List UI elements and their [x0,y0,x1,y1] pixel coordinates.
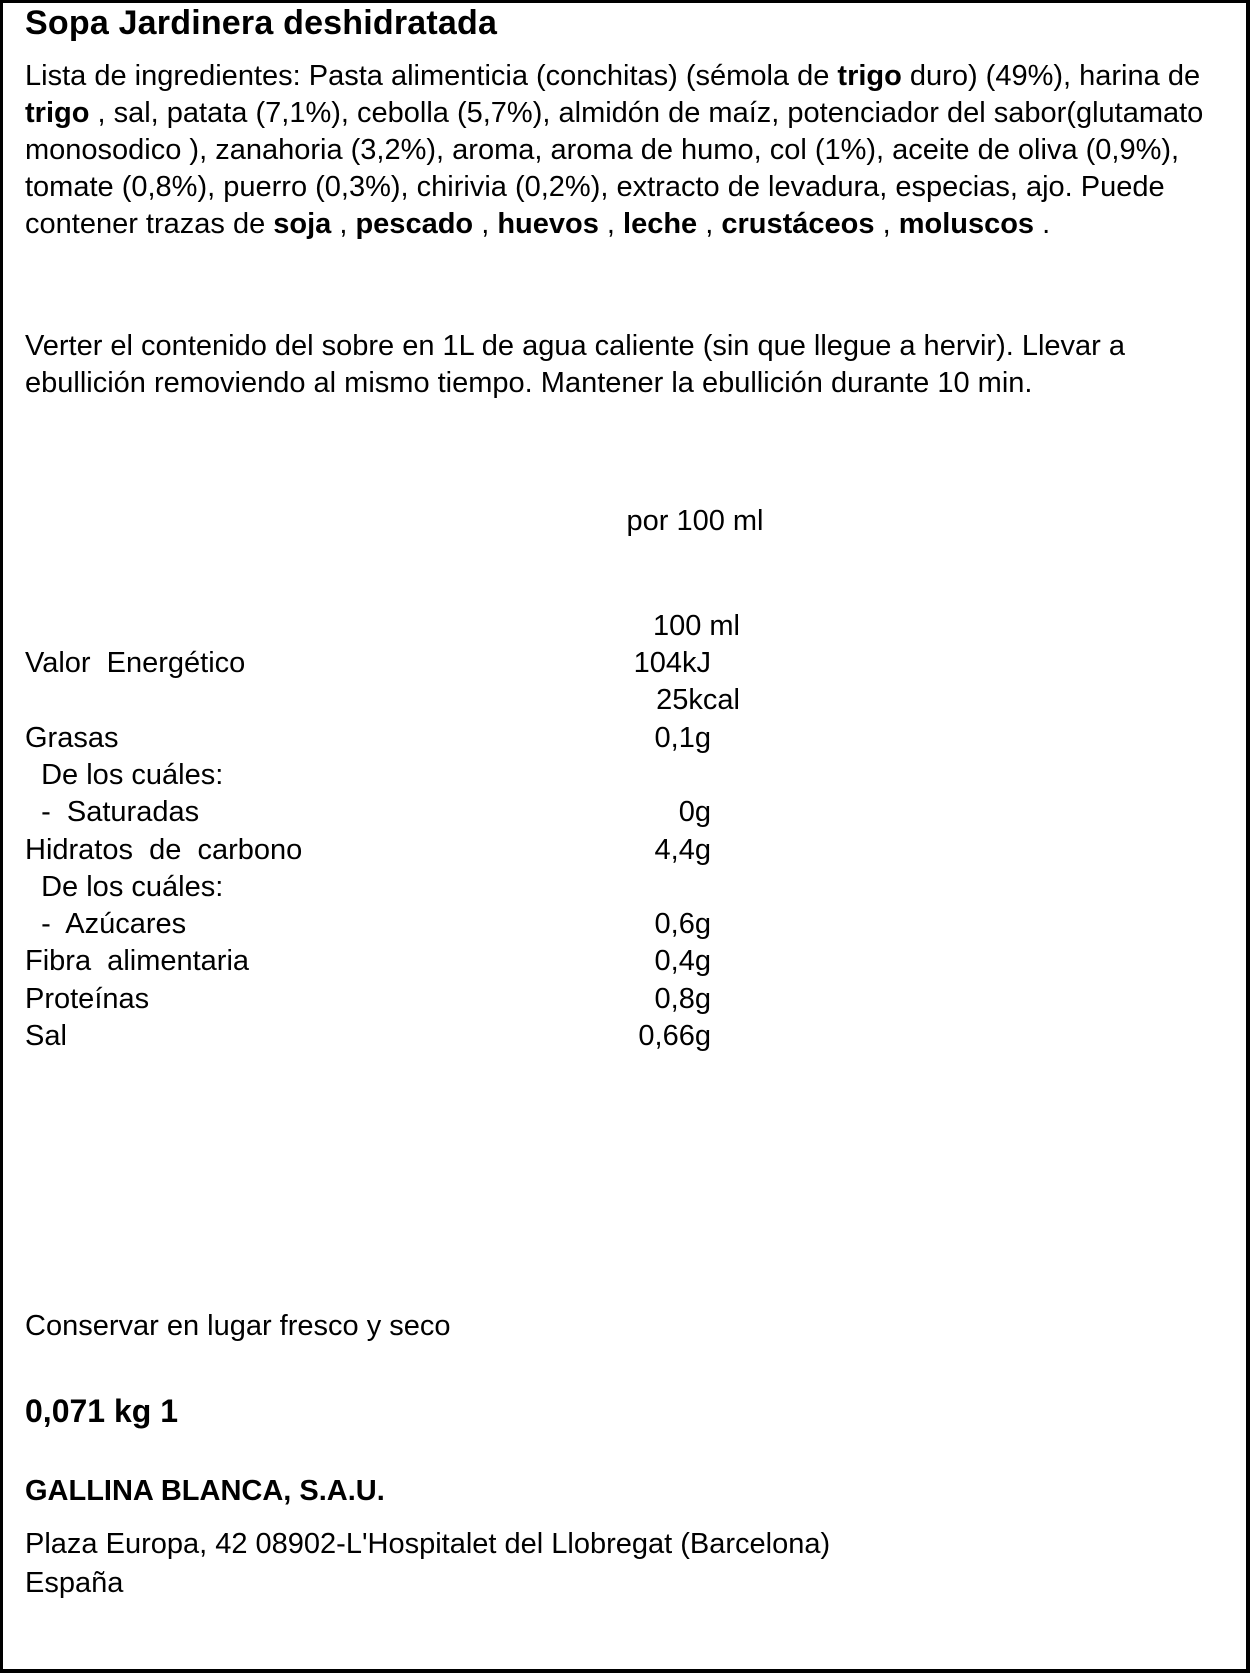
nutrition-row-label: Proteínas [25,982,150,1015]
nutrition-header: por 100 ml [626,505,764,537]
allergen-highlight: moluscos [898,208,1035,240]
allergen-highlight: trigo [25,97,90,129]
ingredients-segment: Pasta alimenticia (conchitas) (sémola de [300,60,838,92]
nutrition-row-label: Sal [25,1020,67,1052]
allergen-highlight: crustáceos [721,208,875,240]
product-title: Sopa Jardinera deshidratada [25,4,498,42]
nutrition-row-label: Valor Energético [25,647,246,679]
company-country: España [25,1567,124,1599]
nutrition-row-label: Fibra alimentaria [25,945,250,978]
ingredients-segment: , sal, patata (7,1%), cebolla (5,7%), almidón de maíz, potenciador del sabor(glutamato monosodico ), zanahoria (3,2%), aroma, aroma de humo, col (1%), aceite de oliva (0,9%), tomate (0,8%), puerro (0,3%), chirivia (0,2%), extracto de levadura, especias, ajo. Puede contener trazas de [25,97,1204,240]
nutrition-row-value: 0,8g [654,982,711,1015]
ingredients-segment: , [598,208,624,240]
ingredients-segment: , [874,208,899,240]
company-address: Plaza Europa, 42 08902-L'Hospitalet del Llobregat (Barcelona) [25,1528,831,1560]
nutrition-row-value: 0,6g [654,908,711,941]
nutrition-row-label: - Saturadas [25,796,200,829]
allergen-highlight: trigo [837,60,902,92]
nutrition-row-label: De los cuáles: [25,758,224,791]
allergen-highlight: huevos [497,208,599,240]
allergen-highlight: pescado [355,208,474,240]
company-name: GALLINA BLANCA, S.A.U. [25,1475,385,1507]
ingredients-segment: duro) (49%), harina de [901,60,1201,92]
ingredients-segment: , [331,208,356,240]
ingredients-segment: , [697,208,722,240]
ingredients-segment: . [1034,208,1051,240]
nutrition-row-value: 0,4g [654,945,711,978]
preparation-instructions: Verter el contenido del sobre en 1L de agua caliente (sin que llegue a hervir). Llevar a ebullición removiendo al mismo tiempo. Mantener la ebullición durante 10 min. [25,330,1126,399]
allergen-highlight: soja [273,208,332,240]
net-weight: 0,071 kg 1 [25,1393,178,1429]
storage-instructions: Conservar en lugar fresco y seco [25,1310,451,1342]
ingredients-label: Lista de ingredientes: [25,60,301,92]
nutrition-row-label: - Azúcares [25,908,187,941]
nutrition-row-value: 0g [678,796,711,829]
allergen-highlight: leche [623,208,698,240]
nutrition-row-value: 25kcal [656,684,740,717]
nutrition-row-value: 4,4g [654,833,711,866]
nutrition-column-label: 100 ml [652,610,740,642]
nutrition-row-value: 104kJ [633,647,711,679]
nutrition-row-value: 0,66g [638,1020,711,1052]
nutrition-row-label: Grasas [25,721,119,754]
nutrition-row-label: Hidratos de carbono [25,833,303,866]
nutrition-row-label: De los cuáles: [25,870,224,903]
ingredients-segment: , [473,208,498,240]
ingredients-list [25,58,1225,243]
nutrition-row-value: 0,1g [654,721,711,754]
